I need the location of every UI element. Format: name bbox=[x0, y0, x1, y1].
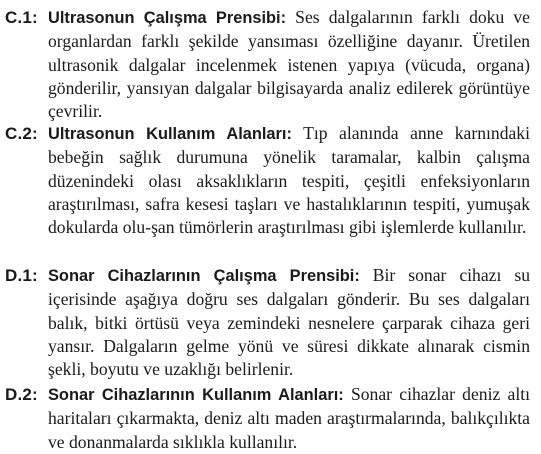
entry-heading: Ultrasonun Kullanım Alanları: bbox=[48, 125, 292, 143]
entry-code: C.1: bbox=[5, 8, 38, 27]
entry-text bbox=[48, 122, 530, 239]
entry-text bbox=[48, 264, 530, 381]
entry-heading: Sonar Cihazlarının Kullanım Alanları: bbox=[48, 386, 344, 404]
entry-text bbox=[48, 6, 530, 123]
entry-code: D.1: bbox=[5, 266, 38, 285]
entry-code: C.2: bbox=[5, 124, 38, 143]
entry-body: Sonar cihazlar deniz altı haritaları çıkarmakta, deniz altı maden araştırmalarında, balıkçılıkta ve donanmalarda sıklıkla kullanılır. bbox=[48, 384, 530, 452]
entry-body: Bir sonar cihazı su içerisinde aşağıya doğru ses dalgaları gönderir. Bu ses dalgaları balık, bitki örtüsü veya zemindeki nesnelere çarparak cihaza geri yansır. Dalgaların gelme yönü ve süresi dikkate alınarak cismin şekli, boyutu ve uzaklığı belirlenir. bbox=[48, 265, 530, 380]
entry-heading: Sonar Cihazlarının Çalışma Prensibi: bbox=[48, 267, 360, 285]
entry-heading: Ultrasonun Çalışma Prensibi: bbox=[48, 9, 287, 27]
entry-body: Tıp alanında anne karnındaki bebeğin sağlık durumuna yönelik taramalar, kalbin çalışma düzenindeki olası aksaklıkların tespiti, çeşitli enfeksiyonların araştırılması, safra kesesi taşları ve hastalıklarının tespiti, yumuşak dokularda olu-şan tümörlerin araştırılması gibi işlemlerde kullanılır. bbox=[48, 123, 530, 238]
entry-body: Ses dalgalarının farklı doku ve organlardan farklı şekilde yansıması özelliğine dayanır. Üretilen ultrasonik dalgalar incelenmek istenen yapıya (vücuda, organa) gönderilir, yansıyan dalgalar bilgisayarda analiz edilerek görüntüye çevrilir. bbox=[48, 7, 530, 122]
entry-text bbox=[48, 383, 530, 454]
entry-code: D.2: bbox=[5, 385, 38, 404]
